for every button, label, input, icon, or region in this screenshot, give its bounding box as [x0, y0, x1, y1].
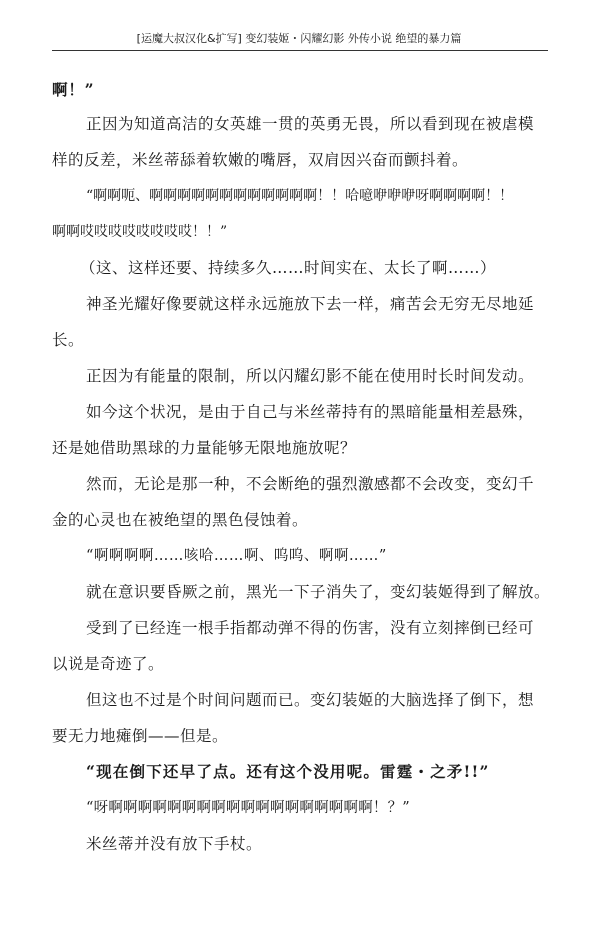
text-line-5: 啊啊哎哎哎哎哎哎哎哎！！” — [52, 224, 228, 240]
text-line-10: 如今这个状况，是由于自己与米丝蒂持有的黑暗能量相差悬殊， — [86, 403, 535, 421]
text-line-16: 受到了已经连一根手指都动弹不得的伤害，没有立刻摔倒已经可 — [86, 619, 535, 637]
text-line-3: 样的反差，米丝蒂舔着软嫩的嘴唇，双肩因兴奋而颤抖着。 — [52, 151, 469, 169]
text-line-6: （这、这样还要、持续多久……时间实在、太长了啊……） — [80, 259, 497, 277]
text-line-11: 还是她借助黑球的力量能够无限地施放呢？ — [52, 439, 357, 457]
text-line-12: 然而，无论是那一种，不会断绝的强烈激感都不会改变，变幻千 — [86, 475, 535, 493]
text-line-9: 正因为有能量的限制，所以闪耀幻影不能在使用时长时间发动。 — [86, 367, 535, 385]
header-rule — [52, 50, 548, 51]
text-line-13: 金的心灵也在被绝望的黑色侵蚀着。 — [52, 511, 309, 529]
text-line-15: 就在意识要昏厥之前，黑光一下子消失了，变幻装姬得到了解放。 — [86, 583, 551, 601]
text-line-19: 要无力地瘫倒——但是。 — [52, 727, 229, 745]
text-line-17: 以说是奇迹了。 — [52, 655, 165, 673]
text-line-21: “呀啊啊啊啊啊啊啊啊啊啊啊啊啊啊啊啊啊啊！？” — [86, 800, 410, 816]
text-line-22: 米丝蒂并没有放下手杖。 — [86, 835, 263, 853]
text-line-7: 神圣光耀好像要就这样永远施放下去一样，痛苦会无穷无尽地延 — [86, 295, 535, 313]
text-line-20: “现在倒下还早了点。还有这个没用呢。雷霆・之矛!!” — [86, 762, 490, 781]
text-line-8: 长。 — [52, 331, 85, 349]
text-line-14: “啊啊啊啊……咳哈……啊、呜呜、啊啊……” — [86, 548, 387, 564]
text-line-1: 啊！” — [52, 80, 95, 99]
text-line-4: “啊啊呃、啊啊啊啊啊啊啊啊啊啊啊啊！！哈噫咿咿咿呀啊啊啊啊！！ — [86, 188, 514, 204]
text-line-18: 但这也不过是个时间问题而已。变幻装姬的大脑选择了倒下，想 — [86, 691, 535, 709]
page-header: [运魔大叔汉化&扩写] 变幻装姬・闪耀幻影 外传小说 绝望的暴力篇 — [136, 32, 462, 45]
text-line-2: 正因为知道高洁的女英雄一贯的英勇无畏，所以看到现在被虐模 — [86, 115, 535, 133]
